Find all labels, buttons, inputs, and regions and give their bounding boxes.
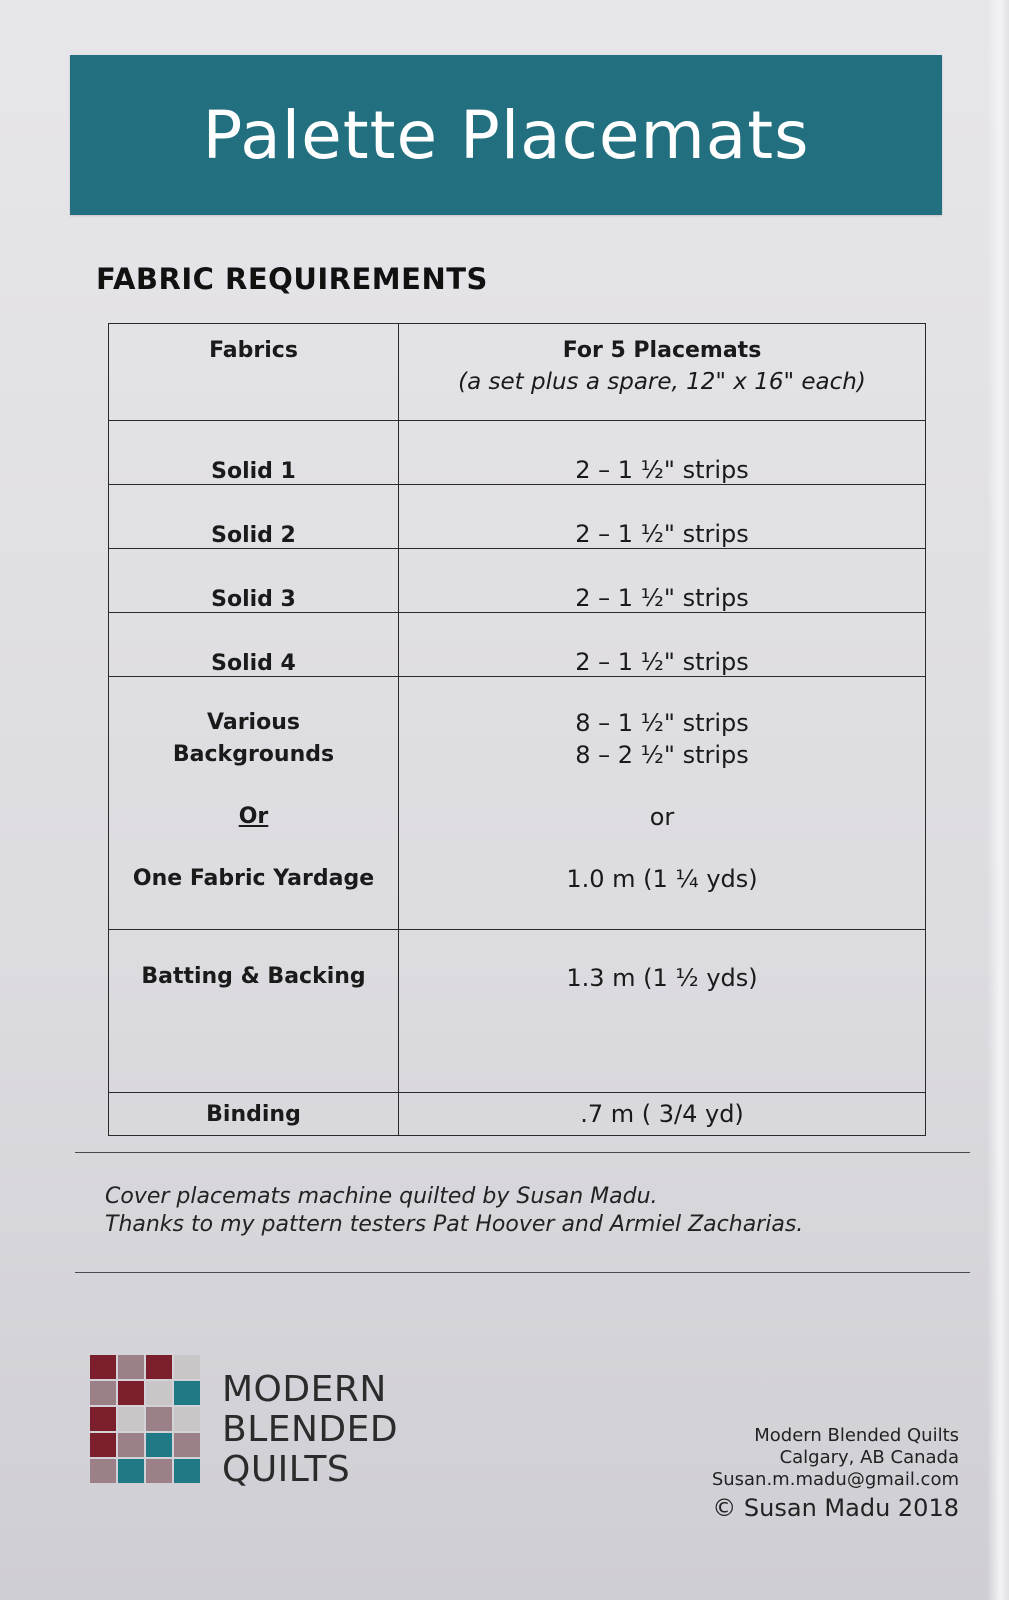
placemats-column-header xyxy=(399,324,926,421)
table-row xyxy=(109,485,926,549)
placemats-header-subtitle: (a set plus a spare, 12" x 16" each) xyxy=(458,369,866,395)
table-row-backgrounds xyxy=(109,677,926,930)
fabric-name: Binding xyxy=(109,1093,399,1136)
fabric-name-line: Backgrounds xyxy=(172,742,335,767)
table-row xyxy=(109,549,926,613)
credits-line: Cover placemats machine quilted by Susan Madu. xyxy=(105,1184,658,1209)
copyright: © Susan Madu 2018 xyxy=(712,1494,959,1522)
fabric-name: Batting & Backing xyxy=(109,930,399,1093)
fabric-amount: 2 – 1 ½" strips xyxy=(399,613,926,677)
contact-name: Modern Blended Quilts xyxy=(754,1425,959,1446)
or-label: Or xyxy=(238,804,269,829)
divider-bottom xyxy=(75,1272,970,1273)
table-row xyxy=(109,421,926,485)
fabric-name xyxy=(109,677,399,930)
fabric-amount-line: 8 – 1 ½" strips xyxy=(575,709,749,737)
page-edge xyxy=(987,0,1009,1600)
contact-location: Calgary, AB Canada xyxy=(779,1447,959,1468)
table-row-binding xyxy=(109,1093,926,1136)
brand-line: BLENDED xyxy=(222,1409,399,1450)
fabric-name: Solid 4 xyxy=(109,613,399,677)
fabric-amount: 1.3 m (1 ½ yds) xyxy=(399,930,926,1093)
contact-email: Susan.m.madu@gmail.com xyxy=(711,1469,959,1490)
title-banner xyxy=(70,55,942,215)
brand-line: QUILTS xyxy=(222,1449,351,1490)
credits-line: Thanks to my pattern testers Pat Hoover and Armiel Zacharias. xyxy=(105,1212,804,1237)
brand-wordmark xyxy=(222,1370,398,1490)
fabric-name: Solid 3 xyxy=(109,549,399,613)
fabric-name: Solid 2 xyxy=(109,485,399,549)
fabric-name: Solid 1 xyxy=(109,421,399,485)
fabric-amount-line: 1.0 m (1 ¼ yds) xyxy=(566,865,758,893)
fabric-amount xyxy=(399,677,926,930)
fabric-amount: 2 – 1 ½" strips xyxy=(399,549,926,613)
table-row xyxy=(109,613,926,677)
brand-logo-icon xyxy=(90,1355,202,1485)
fabric-amount: .7 m ( 3/4 yd) xyxy=(399,1093,926,1136)
fabric-amount: 2 – 1 ½" strips xyxy=(399,421,926,485)
fabric-name-line: Various xyxy=(207,710,300,735)
fabric-amount-line: 8 – 2 ½" strips xyxy=(575,741,749,769)
fabric-amount: 2 – 1 ½" strips xyxy=(399,485,926,549)
brand-line: MODERN xyxy=(222,1369,387,1410)
fabrics-column-header: Fabrics xyxy=(109,324,399,421)
placemats-header-title: For 5 Placemats xyxy=(562,338,762,363)
fabric-requirements-table xyxy=(108,323,926,1136)
contact-block xyxy=(712,1425,959,1525)
page-title: Palette Placemats xyxy=(202,96,810,174)
table-row-batting xyxy=(109,930,926,1093)
table-header-row xyxy=(109,324,926,421)
fabric-name-line: One Fabric Yardage xyxy=(132,866,375,891)
divider-top xyxy=(75,1152,970,1153)
or-label: or xyxy=(649,803,675,831)
credits-notes xyxy=(105,1183,803,1239)
section-heading: FABRIC REQUIREMENTS xyxy=(96,262,488,296)
